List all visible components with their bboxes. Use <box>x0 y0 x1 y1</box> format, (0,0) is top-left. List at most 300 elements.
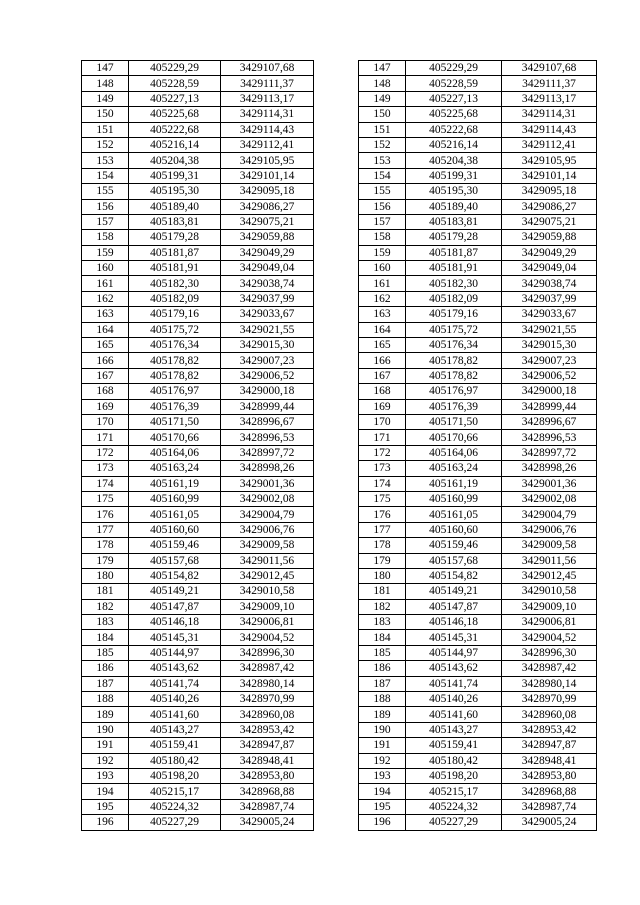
right-x-coordinate: 405195,30 <box>406 184 502 199</box>
right-x-coordinate: 405229,29 <box>406 61 502 76</box>
right-point-number: 150 <box>359 107 406 122</box>
left-y-coordinate: 3429095,18 <box>221 184 314 199</box>
column-gap <box>314 445 359 460</box>
table-row <box>82 630 597 645</box>
table-row <box>82 491 597 506</box>
column-gap <box>314 630 359 645</box>
right-y-coordinate: 3428953,80 <box>502 768 597 783</box>
right-x-coordinate: 405141,60 <box>406 707 502 722</box>
table-row <box>82 430 597 445</box>
column-gap <box>314 76 359 91</box>
left-x-coordinate: 405178,82 <box>129 353 221 368</box>
column-gap <box>314 61 359 76</box>
right-y-coordinate: 3429059,88 <box>502 230 597 245</box>
left-y-coordinate: 3428996,67 <box>221 414 314 429</box>
right-x-coordinate: 405198,20 <box>406 768 502 783</box>
left-x-coordinate: 405215,17 <box>129 784 221 799</box>
left-y-coordinate: 3429004,79 <box>221 507 314 522</box>
left-x-coordinate: 405227,29 <box>129 815 221 830</box>
right-x-coordinate: 405181,87 <box>406 245 502 260</box>
left-point-number: 148 <box>82 76 129 91</box>
table-row <box>82 291 597 306</box>
left-x-coordinate: 405146,18 <box>129 615 221 630</box>
right-y-coordinate: 3429011,56 <box>502 553 597 568</box>
right-point-number: 180 <box>359 568 406 583</box>
left-point-number: 186 <box>82 661 129 676</box>
right-x-coordinate: 405215,17 <box>406 784 502 799</box>
right-y-coordinate: 3429086,27 <box>502 199 597 214</box>
right-x-coordinate: 405181,91 <box>406 261 502 276</box>
right-point-number: 196 <box>359 815 406 830</box>
table-row <box>82 399 597 414</box>
column-gap <box>314 584 359 599</box>
right-point-number: 154 <box>359 168 406 183</box>
column-gap <box>314 107 359 122</box>
left-point-number: 152 <box>82 137 129 152</box>
right-y-coordinate: 3429009,10 <box>502 599 597 614</box>
left-point-number: 175 <box>82 491 129 506</box>
column-gap <box>314 214 359 229</box>
left-x-coordinate: 405178,82 <box>129 368 221 383</box>
right-point-number: 176 <box>359 507 406 522</box>
right-point-number: 183 <box>359 615 406 630</box>
left-point-number: 179 <box>82 553 129 568</box>
right-point-number: 192 <box>359 753 406 768</box>
right-x-coordinate: 405178,82 <box>406 368 502 383</box>
table-row <box>82 184 597 199</box>
right-y-coordinate: 3428970,99 <box>502 692 597 707</box>
right-y-coordinate: 3428987,74 <box>502 799 597 814</box>
left-x-coordinate: 405183,81 <box>129 214 221 229</box>
right-x-coordinate: 405145,31 <box>406 630 502 645</box>
left-y-coordinate: 3429015,30 <box>221 338 314 353</box>
table-row <box>82 276 597 291</box>
right-point-number: 185 <box>359 645 406 660</box>
right-x-coordinate: 405199,31 <box>406 168 502 183</box>
column-gap <box>314 815 359 830</box>
column-gap <box>314 661 359 676</box>
left-y-coordinate: 3428968,88 <box>221 784 314 799</box>
left-point-number: 153 <box>82 153 129 168</box>
column-gap <box>314 676 359 691</box>
left-y-coordinate: 3429007,23 <box>221 353 314 368</box>
left-point-number: 150 <box>82 107 129 122</box>
table-row <box>82 307 597 322</box>
right-point-number: 189 <box>359 707 406 722</box>
table-row <box>82 507 597 522</box>
right-y-coordinate: 3428947,87 <box>502 738 597 753</box>
right-y-coordinate: 3429012,45 <box>502 568 597 583</box>
right-y-coordinate: 3429113,17 <box>502 91 597 106</box>
left-y-coordinate: 3429001,36 <box>221 476 314 491</box>
left-x-coordinate: 405141,74 <box>129 676 221 691</box>
right-x-coordinate: 405161,19 <box>406 476 502 491</box>
left-x-coordinate: 405176,97 <box>129 384 221 399</box>
table-row <box>82 707 597 722</box>
left-point-number: 188 <box>82 692 129 707</box>
left-x-coordinate: 405228,59 <box>129 76 221 91</box>
column-gap <box>314 768 359 783</box>
left-y-coordinate: 3429105,95 <box>221 153 314 168</box>
table-row <box>82 230 597 245</box>
left-y-coordinate: 3429033,67 <box>221 307 314 322</box>
left-point-number: 173 <box>82 461 129 476</box>
right-x-coordinate: 405225,68 <box>406 107 502 122</box>
right-x-coordinate: 405164,06 <box>406 445 502 460</box>
right-point-number: 179 <box>359 553 406 568</box>
left-point-number: 177 <box>82 522 129 537</box>
right-y-coordinate: 3429114,43 <box>502 122 597 137</box>
left-y-coordinate: 3429059,88 <box>221 230 314 245</box>
right-point-number: 187 <box>359 676 406 691</box>
column-gap <box>314 615 359 630</box>
left-point-number: 194 <box>82 784 129 799</box>
left-y-coordinate: 3429006,81 <box>221 615 314 630</box>
left-y-coordinate: 3429000,18 <box>221 384 314 399</box>
left-x-coordinate: 405227,13 <box>129 91 221 106</box>
left-y-coordinate: 3429107,68 <box>221 61 314 76</box>
left-x-coordinate: 405181,91 <box>129 261 221 276</box>
left-x-coordinate: 405222,68 <box>129 122 221 137</box>
right-point-number: 147 <box>359 61 406 76</box>
right-y-coordinate: 3429049,29 <box>502 245 597 260</box>
left-point-number: 178 <box>82 538 129 553</box>
left-x-coordinate: 405143,62 <box>129 661 221 676</box>
left-point-number: 154 <box>82 168 129 183</box>
left-point-number: 189 <box>82 707 129 722</box>
table-row <box>82 261 597 276</box>
right-x-coordinate: 405227,29 <box>406 815 502 830</box>
left-y-coordinate: 3428987,42 <box>221 661 314 676</box>
right-x-coordinate: 405157,68 <box>406 553 502 568</box>
right-x-coordinate: 405146,18 <box>406 615 502 630</box>
right-point-number: 152 <box>359 137 406 152</box>
right-x-coordinate: 405204,38 <box>406 153 502 168</box>
left-point-number: 187 <box>82 676 129 691</box>
right-y-coordinate: 3429095,18 <box>502 184 597 199</box>
left-x-coordinate: 405170,66 <box>129 430 221 445</box>
right-x-coordinate: 405182,30 <box>406 276 502 291</box>
right-y-coordinate: 3429005,24 <box>502 815 597 830</box>
right-point-number: 171 <box>359 430 406 445</box>
column-gap <box>314 645 359 660</box>
right-x-coordinate: 405222,68 <box>406 122 502 137</box>
left-x-coordinate: 405159,46 <box>129 538 221 553</box>
left-x-coordinate: 405160,60 <box>129 522 221 537</box>
left-x-coordinate: 405145,31 <box>129 630 221 645</box>
left-x-coordinate: 405189,40 <box>129 199 221 214</box>
right-y-coordinate: 3428999,44 <box>502 399 597 414</box>
left-y-coordinate: 3429049,04 <box>221 261 314 276</box>
left-y-coordinate: 3429114,31 <box>221 107 314 122</box>
column-gap <box>314 184 359 199</box>
table-row <box>82 168 597 183</box>
left-point-number: 159 <box>82 245 129 260</box>
left-y-coordinate: 3429011,56 <box>221 553 314 568</box>
right-y-coordinate: 3429002,08 <box>502 491 597 506</box>
right-x-coordinate: 405159,46 <box>406 538 502 553</box>
right-x-coordinate: 405154,82 <box>406 568 502 583</box>
left-y-coordinate: 3428999,44 <box>221 399 314 414</box>
table-row <box>82 445 597 460</box>
table-row <box>82 353 597 368</box>
table-row <box>82 661 597 676</box>
left-x-coordinate: 405157,68 <box>129 553 221 568</box>
right-point-number: 161 <box>359 276 406 291</box>
left-point-number: 180 <box>82 568 129 583</box>
right-point-number: 156 <box>359 199 406 214</box>
right-x-coordinate: 405180,42 <box>406 753 502 768</box>
column-gap <box>314 199 359 214</box>
column-gap <box>314 338 359 353</box>
column-gap <box>314 538 359 553</box>
column-gap <box>314 291 359 306</box>
left-point-number: 185 <box>82 645 129 660</box>
left-x-coordinate: 405160,99 <box>129 491 221 506</box>
left-point-number: 166 <box>82 353 129 368</box>
left-x-coordinate: 405204,38 <box>129 153 221 168</box>
table-row <box>82 476 597 491</box>
right-point-number: 184 <box>359 630 406 645</box>
right-x-coordinate: 405176,34 <box>406 338 502 353</box>
left-y-coordinate: 3429004,52 <box>221 630 314 645</box>
right-x-coordinate: 405176,97 <box>406 384 502 399</box>
left-y-coordinate: 3428996,30 <box>221 645 314 660</box>
table-row <box>82 553 597 568</box>
column-gap <box>314 784 359 799</box>
right-point-number: 178 <box>359 538 406 553</box>
right-x-coordinate: 405140,26 <box>406 692 502 707</box>
right-point-number: 169 <box>359 399 406 414</box>
column-gap <box>314 261 359 276</box>
left-x-coordinate: 405182,09 <box>129 291 221 306</box>
right-point-number: 148 <box>359 76 406 91</box>
right-point-number: 191 <box>359 738 406 753</box>
right-y-coordinate: 3429111,37 <box>502 76 597 91</box>
table-row <box>82 137 597 152</box>
left-y-coordinate: 3429009,58 <box>221 538 314 553</box>
left-x-coordinate: 405182,30 <box>129 276 221 291</box>
column-gap <box>314 461 359 476</box>
table-row <box>82 322 597 337</box>
right-point-number: 194 <box>359 784 406 799</box>
left-x-coordinate: 405180,42 <box>129 753 221 768</box>
right-y-coordinate: 3428948,41 <box>502 753 597 768</box>
right-y-coordinate: 3429000,18 <box>502 384 597 399</box>
left-x-coordinate: 405224,32 <box>129 799 221 814</box>
left-point-number: 164 <box>82 322 129 337</box>
left-point-number: 151 <box>82 122 129 137</box>
right-y-coordinate: 3428998,26 <box>502 461 597 476</box>
left-y-coordinate: 3429005,24 <box>221 815 314 830</box>
right-y-coordinate: 3429001,36 <box>502 476 597 491</box>
left-y-coordinate: 3429006,52 <box>221 368 314 383</box>
right-x-coordinate: 405179,16 <box>406 307 502 322</box>
right-x-coordinate: 405149,21 <box>406 584 502 599</box>
left-point-number: 176 <box>82 507 129 522</box>
left-point-number: 147 <box>82 61 129 76</box>
left-x-coordinate: 405195,30 <box>129 184 221 199</box>
right-point-number: 188 <box>359 692 406 707</box>
right-x-coordinate: 405141,74 <box>406 676 502 691</box>
right-point-number: 175 <box>359 491 406 506</box>
right-point-number: 186 <box>359 661 406 676</box>
table-row <box>82 615 597 630</box>
right-x-coordinate: 405189,40 <box>406 199 502 214</box>
left-y-coordinate: 3429009,10 <box>221 599 314 614</box>
left-point-number: 168 <box>82 384 129 399</box>
right-point-number: 177 <box>359 522 406 537</box>
table-row <box>82 245 597 260</box>
left-x-coordinate: 405179,16 <box>129 307 221 322</box>
left-x-coordinate: 405164,06 <box>129 445 221 460</box>
left-y-coordinate: 3429002,08 <box>221 491 314 506</box>
left-x-coordinate: 405176,34 <box>129 338 221 353</box>
left-point-number: 174 <box>82 476 129 491</box>
left-x-coordinate: 405179,28 <box>129 230 221 245</box>
left-x-coordinate: 405144,97 <box>129 645 221 660</box>
left-x-coordinate: 405141,60 <box>129 707 221 722</box>
right-point-number: 166 <box>359 353 406 368</box>
table-row <box>82 722 597 737</box>
column-gap <box>314 307 359 322</box>
table-row <box>82 414 597 429</box>
left-x-coordinate: 405149,21 <box>129 584 221 599</box>
left-y-coordinate: 3429086,27 <box>221 199 314 214</box>
left-point-number: 165 <box>82 338 129 353</box>
column-gap <box>314 507 359 522</box>
column-gap <box>314 368 359 383</box>
left-y-coordinate: 3428996,53 <box>221 430 314 445</box>
left-y-coordinate: 3429112,41 <box>221 137 314 152</box>
right-x-coordinate: 405176,39 <box>406 399 502 414</box>
right-y-coordinate: 3428996,30 <box>502 645 597 660</box>
right-x-coordinate: 405163,24 <box>406 461 502 476</box>
column-gap <box>314 722 359 737</box>
left-point-number: 158 <box>82 230 129 245</box>
right-point-number: 173 <box>359 461 406 476</box>
column-gap <box>314 599 359 614</box>
left-point-number: 190 <box>82 722 129 737</box>
left-point-number: 182 <box>82 599 129 614</box>
coordinates-table <box>81 60 597 831</box>
left-x-coordinate: 405163,24 <box>129 461 221 476</box>
table-row <box>82 384 597 399</box>
right-y-coordinate: 3428997,72 <box>502 445 597 460</box>
right-x-coordinate: 405183,81 <box>406 214 502 229</box>
left-y-coordinate: 3428970,99 <box>221 692 314 707</box>
right-point-number: 193 <box>359 768 406 783</box>
left-point-number: 184 <box>82 630 129 645</box>
left-x-coordinate: 405171,50 <box>129 414 221 429</box>
table-row <box>82 368 597 383</box>
right-y-coordinate: 3429015,30 <box>502 338 597 353</box>
left-x-coordinate: 405143,27 <box>129 722 221 737</box>
left-x-coordinate: 405161,19 <box>129 476 221 491</box>
right-x-coordinate: 405170,66 <box>406 430 502 445</box>
left-x-coordinate: 405159,41 <box>129 738 221 753</box>
right-point-number: 162 <box>359 291 406 306</box>
right-point-number: 181 <box>359 584 406 599</box>
left-point-number: 172 <box>82 445 129 460</box>
left-y-coordinate: 3428998,26 <box>221 461 314 476</box>
right-x-coordinate: 405144,97 <box>406 645 502 660</box>
right-x-coordinate: 405159,41 <box>406 738 502 753</box>
right-y-coordinate: 3429038,74 <box>502 276 597 291</box>
column-gap <box>314 168 359 183</box>
right-point-number: 159 <box>359 245 406 260</box>
left-y-coordinate: 3428953,42 <box>221 722 314 737</box>
column-gap <box>314 137 359 152</box>
column-gap <box>314 692 359 707</box>
coordinates-table-body <box>82 61 597 831</box>
right-x-coordinate: 405224,32 <box>406 799 502 814</box>
left-y-coordinate: 3429101,14 <box>221 168 314 183</box>
right-point-number: 164 <box>359 322 406 337</box>
table-row <box>82 61 597 76</box>
table-row <box>82 522 597 537</box>
right-point-number: 172 <box>359 445 406 460</box>
column-gap <box>314 738 359 753</box>
right-y-coordinate: 3429021,55 <box>502 322 597 337</box>
left-y-coordinate: 3429049,29 <box>221 245 314 260</box>
left-y-coordinate: 3429114,43 <box>221 122 314 137</box>
right-y-coordinate: 3429004,79 <box>502 507 597 522</box>
right-point-number: 182 <box>359 599 406 614</box>
left-point-number: 170 <box>82 414 129 429</box>
left-point-number: 196 <box>82 815 129 830</box>
left-y-coordinate: 3429113,17 <box>221 91 314 106</box>
right-point-number: 151 <box>359 122 406 137</box>
left-y-coordinate: 3428953,80 <box>221 768 314 783</box>
table-row <box>82 122 597 137</box>
left-x-coordinate: 405199,31 <box>129 168 221 183</box>
table-row <box>82 199 597 214</box>
right-y-coordinate: 3428996,53 <box>502 430 597 445</box>
right-x-coordinate: 405161,05 <box>406 507 502 522</box>
column-gap <box>314 384 359 399</box>
right-x-coordinate: 405182,09 <box>406 291 502 306</box>
table-row <box>82 599 597 614</box>
table-row <box>82 768 597 783</box>
table-row <box>82 799 597 814</box>
left-y-coordinate: 3429037,99 <box>221 291 314 306</box>
left-point-number: 162 <box>82 291 129 306</box>
left-x-coordinate: 405147,87 <box>129 599 221 614</box>
right-point-number: 168 <box>359 384 406 399</box>
column-gap <box>314 353 359 368</box>
right-y-coordinate: 3429006,81 <box>502 615 597 630</box>
left-x-coordinate: 405161,05 <box>129 507 221 522</box>
left-point-number: 183 <box>82 615 129 630</box>
left-x-coordinate: 405229,29 <box>129 61 221 76</box>
table-row <box>82 214 597 229</box>
right-x-coordinate: 405171,50 <box>406 414 502 429</box>
left-point-number: 171 <box>82 430 129 445</box>
left-x-coordinate: 405216,14 <box>129 137 221 152</box>
left-point-number: 167 <box>82 368 129 383</box>
column-gap <box>314 414 359 429</box>
right-y-coordinate: 3428980,14 <box>502 676 597 691</box>
right-y-coordinate: 3429007,23 <box>502 353 597 368</box>
right-y-coordinate: 3429033,67 <box>502 307 597 322</box>
right-y-coordinate: 3429049,04 <box>502 261 597 276</box>
right-x-coordinate: 405160,60 <box>406 522 502 537</box>
right-y-coordinate: 3429101,14 <box>502 168 597 183</box>
right-point-number: 157 <box>359 214 406 229</box>
table-row <box>82 738 597 753</box>
table-row <box>82 461 597 476</box>
